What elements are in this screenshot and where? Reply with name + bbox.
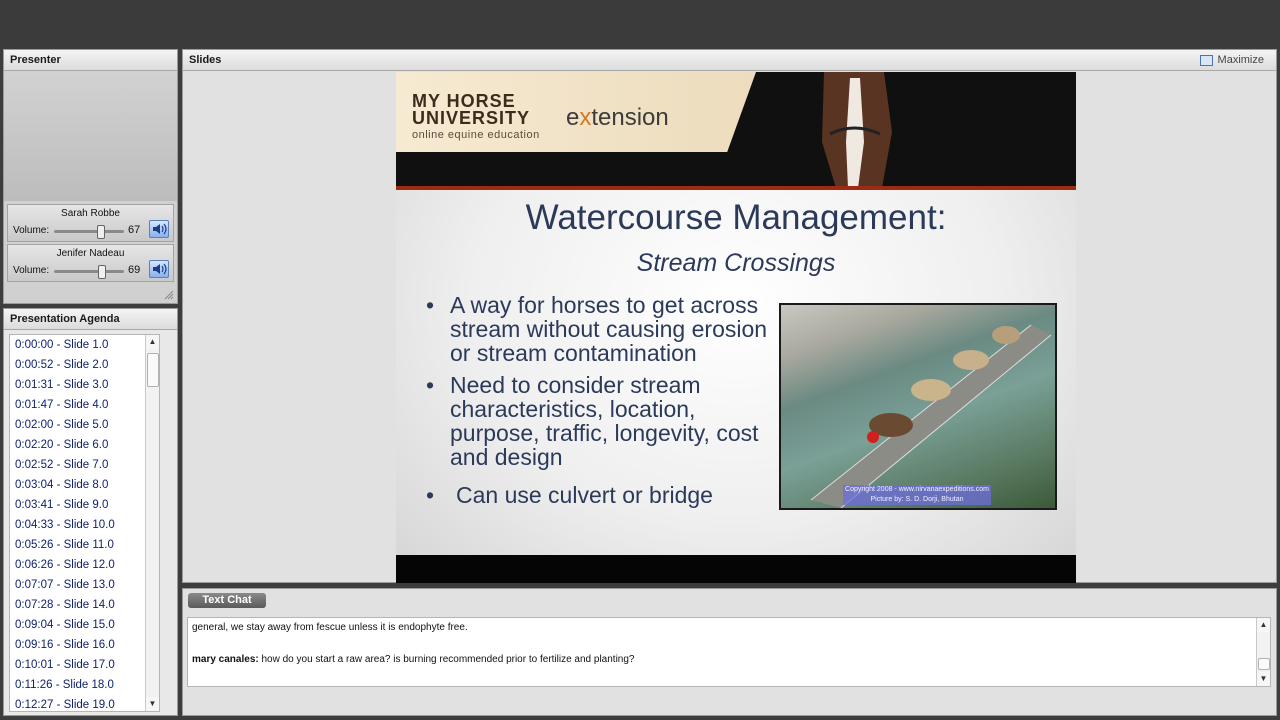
speaker-icon[interactable] — [149, 220, 169, 238]
extension-logo — [566, 104, 669, 132]
logo-text: UNIVERSITY — [412, 108, 531, 128]
agenda-item[interactable]: 0:09:16 - Slide 16.0 — [15, 639, 115, 651]
chat-sender: mary canales: — [192, 654, 259, 665]
photo-credit — [843, 485, 991, 505]
agenda-item[interactable]: 0:00:52 - Slide 2.0 — [15, 359, 109, 371]
participant-row — [7, 204, 174, 242]
text-chat-panel — [182, 588, 1277, 716]
logo-text: x — [579, 104, 592, 131]
agenda-item[interactable]: 0:00:00 - Slide 1.0 — [15, 339, 109, 351]
scroll-up-icon[interactable]: ▲ — [146, 335, 159, 349]
banner-divider — [396, 186, 1076, 190]
maximize-label: Maximize — [1217, 54, 1264, 66]
slides-header: Slides — [183, 50, 1276, 71]
scroll-up-icon[interactable]: ▲ — [1257, 618, 1270, 632]
presenter-header: Presenter — [4, 50, 177, 71]
slide-title: Watercourse Management: — [525, 198, 947, 237]
agenda-item[interactable]: 0:11:26 - Slide 18.0 — [15, 679, 114, 691]
presenter-video — [4, 71, 177, 201]
agenda-scrollbar[interactable] — [145, 335, 159, 711]
agenda-item[interactable]: 0:04:33 - Slide 10.0 — [15, 519, 115, 531]
agenda-item[interactable]: 0:09:04 - Slide 15.0 — [15, 619, 115, 631]
scroll-down-icon[interactable]: ▼ — [146, 697, 159, 711]
volume-slider-thumb[interactable] — [97, 225, 105, 239]
horse-head-image — [804, 72, 904, 188]
volume-slider[interactable] — [54, 270, 124, 273]
slide-banner — [396, 72, 1076, 188]
bullet-item — [426, 293, 776, 365]
chat-text: how do you start a raw area? is burning recommended prior to fertilize and planting? — [258, 654, 635, 665]
volume-label: Volume: — [13, 225, 50, 236]
agenda-list — [9, 334, 160, 712]
participant-row — [7, 244, 174, 282]
bullet-marker: • — [426, 372, 435, 398]
agenda-item[interactable]: 0:03:04 - Slide 8.0 — [15, 479, 109, 491]
volume-slider[interactable] — [54, 230, 124, 233]
bridge-photo — [779, 303, 1057, 510]
chat-text: general, we stay away from fescue unless it is endophyte free. — [192, 622, 468, 633]
agenda-item[interactable]: 0:03:41 - Slide 9.0 — [15, 499, 109, 511]
logo-text: e — [566, 104, 580, 131]
maximize-button[interactable] — [1200, 50, 1264, 70]
volume-value: 67 — [128, 224, 141, 236]
agenda-item[interactable]: 0:07:28 - Slide 14.0 — [15, 599, 115, 611]
agenda-panel — [3, 308, 178, 716]
chat-messages — [187, 617, 1271, 687]
bridge-illustration — [781, 305, 1055, 508]
agenda-item[interactable]: 0:12:27 - Slide 19.0 — [15, 699, 115, 711]
slide-bullets — [426, 293, 776, 515]
presenter-panel — [3, 49, 178, 304]
agenda-item[interactable]: 0:02:00 - Slide 5.0 — [15, 419, 109, 431]
photo-credit-line: Picture by: S. D. Dorji, Bhutan — [870, 496, 964, 503]
slide-footer-bar — [396, 555, 1076, 583]
top-bar — [0, 0, 1280, 48]
agenda-item[interactable]: 0:01:47 - Slide 4.0 — [15, 399, 109, 411]
scrollbar-thumb[interactable] — [147, 353, 159, 387]
bullet-item — [426, 483, 776, 507]
slide-canvas — [396, 72, 1076, 583]
photo-credit-line: Copyright 2008 - www.nirvanaexpeditions.com — [845, 486, 989, 493]
agenda-item[interactable]: 0:10:01 - Slide 17.0 — [15, 659, 115, 671]
agenda-header: Presentation Agenda — [4, 309, 177, 330]
bullet-marker: • — [426, 292, 435, 318]
chat-scrollbar[interactable] — [1256, 618, 1270, 686]
speaker-icon[interactable] — [149, 260, 169, 278]
bullet-text: Need to consider stream characteristics, location, purpose, traffic, longevity, cost and design — [450, 372, 759, 470]
agenda-item[interactable]: 0:06:26 - Slide 12.0 — [15, 559, 115, 571]
resize-grip-icon[interactable] — [164, 290, 174, 300]
agenda-item[interactable]: 0:01:31 - Slide 3.0 — [15, 379, 109, 391]
volume-value: 69 — [128, 264, 141, 276]
maximize-icon — [1200, 55, 1213, 66]
bullet-text: A way for horses to get across stream without causing erosion or stream contamination — [450, 292, 768, 366]
agenda-item[interactable]: 0:02:20 - Slide 6.0 — [15, 439, 109, 451]
slide-subtitle: Stream Crossings — [636, 249, 836, 277]
logo-text: MY HORSE — [412, 91, 516, 111]
bullet-text: Can use culvert or bridge — [456, 482, 713, 508]
volume-slider-thumb[interactable] — [98, 265, 106, 279]
agenda-item[interactable]: 0:07:07 - Slide 13.0 — [15, 579, 115, 591]
scroll-down-icon[interactable]: ▼ — [1257, 672, 1270, 686]
agenda-item[interactable]: 0:02:52 - Slide 7.0 — [15, 459, 109, 471]
tab-text-chat[interactable]: Text Chat — [188, 593, 266, 608]
slides-panel — [182, 49, 1277, 583]
volume-label: Volume: — [13, 265, 50, 276]
bullet-marker: • — [426, 482, 435, 508]
participant-name: Jenifer Nadeau — [56, 248, 125, 259]
bullet-item — [426, 373, 776, 469]
logo-tagline: online equine education — [412, 129, 540, 141]
chat-message — [192, 654, 634, 665]
agenda-item[interactable]: 0:05:26 - Slide 11.0 — [15, 539, 114, 551]
my-horse-university-logo — [412, 93, 530, 127]
scrollbar-thumb[interactable] — [1258, 658, 1270, 670]
chat-message — [192, 622, 468, 633]
logo-text: tension — [591, 104, 669, 131]
participant-name: Sarah Robbe — [61, 208, 120, 219]
